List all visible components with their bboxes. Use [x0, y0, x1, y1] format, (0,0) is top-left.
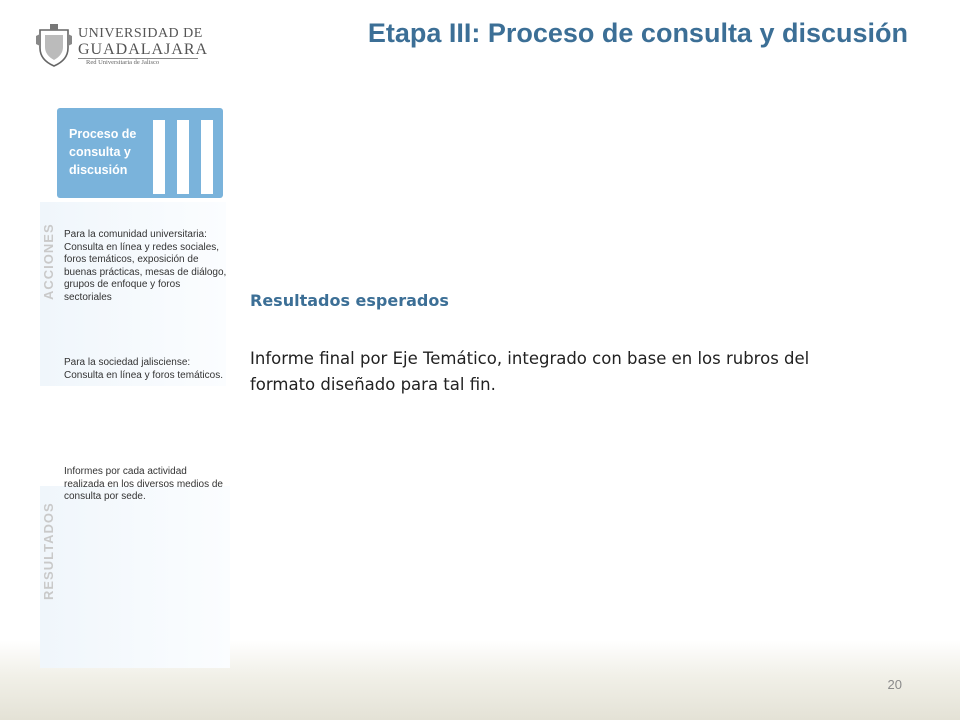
resultados-band — [40, 486, 230, 668]
roman-numeral-bar — [153, 120, 165, 194]
section-body: Informe final por Eje Temático, integrado con base en los rubros del formato diseñado para tal fin. — [250, 349, 810, 394]
stage-header-card — [57, 108, 223, 198]
roman-numeral-bar — [201, 120, 213, 194]
roman-numeral-bar — [177, 120, 189, 194]
logo-line-1: UNIVERSIDAD DE — [78, 26, 203, 41]
logo-line-3: Red Universitaria de Jalisco — [86, 59, 160, 66]
acciones-label: ACCIONES — [41, 223, 56, 300]
stage-header-title: Proceso de consulta y discusión — [69, 127, 137, 177]
page-title: Etapa III: Proceso de consulta y discusión — [367, 18, 908, 48]
section-heading: Resultados esperados — [250, 291, 449, 310]
acciones-text-society: Para la sociedad jalisciense: Consulta en línea y foros temáticos. — [64, 357, 223, 381]
logo-line-2: GUADALAJARA — [78, 41, 209, 58]
resultados-label: RESULTADOS — [41, 502, 56, 600]
page-number: 20 — [887, 677, 902, 692]
university-logo — [34, 22, 209, 70]
resultados-text: Informes por cada actividad realizada en los diversos medios de consulta por sede. — [64, 466, 223, 502]
university-crest-icon — [34, 22, 74, 68]
acciones-text-community: Para la comunidad universitaria: Consulta en línea y redes sociales, foros temáticos, exposición de buenas prácticas, mesas de diálogo, grupos de enfoque y foros sectoriales — [64, 229, 227, 303]
